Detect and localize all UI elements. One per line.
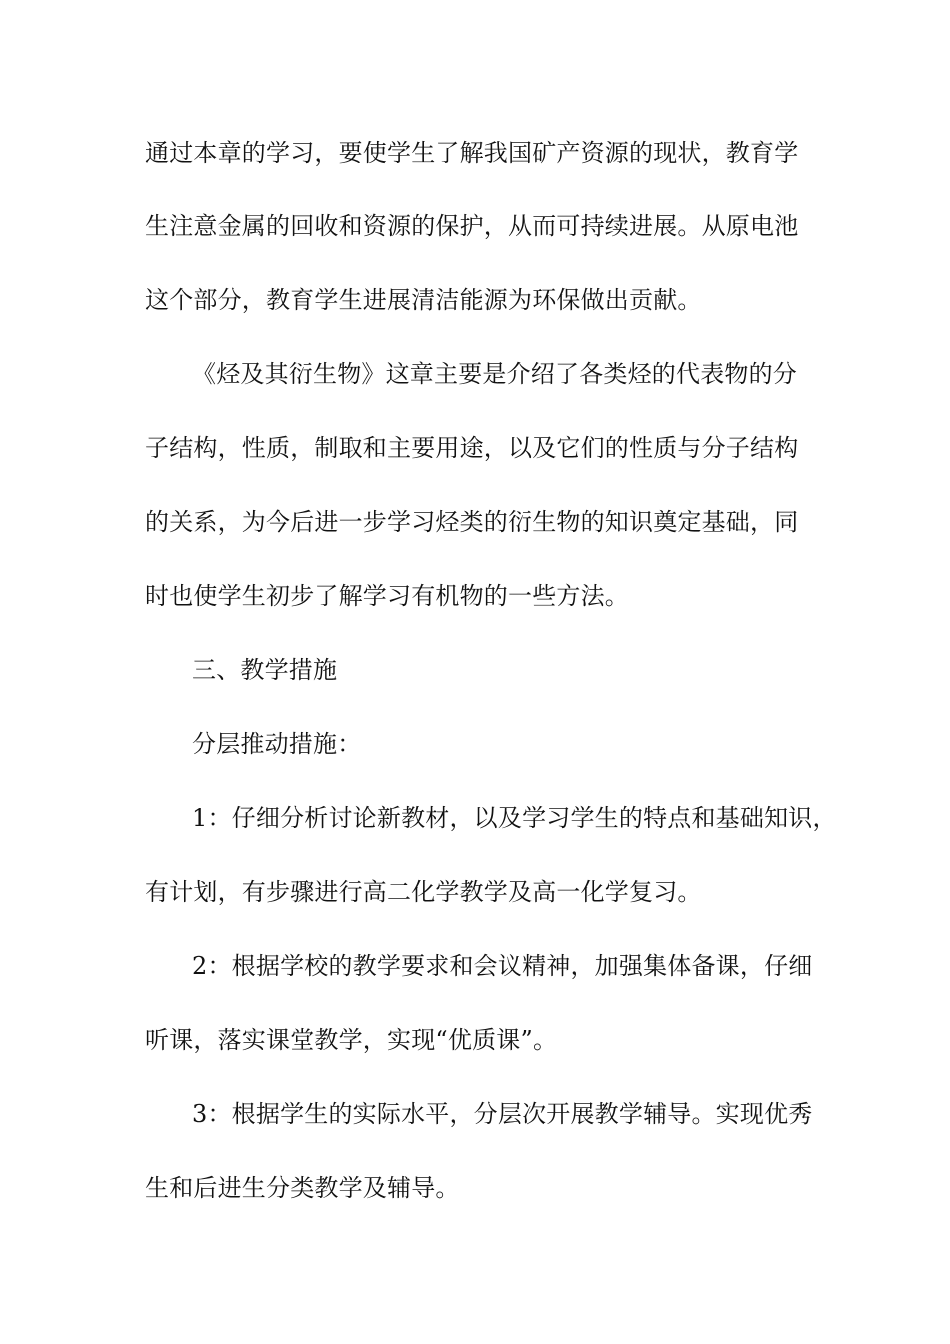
item-1-line-1: 1：仔细分析讨论新教材，以及学习学生的特点和基础知识， [192,804,837,832]
paragraph-2-line-1: 《烃及其衍生物》这章主要是介绍了各类烃的代表物的分 [192,360,797,388]
subheading: 分层推动措施： [192,730,362,758]
item-2-line-1: 2：根据学校的教学要求和会议精神，加强集体备课，仔细 [192,952,813,980]
item-1-line-2: 有计划，有步骤进行高二化学教学及高一化学复习。 [145,878,702,906]
paragraph-1-line-3: 这个部分，教育学生进展清洁能源为环保做出贡献。 [145,286,702,314]
paragraph-1-line-2: 生注意金属的回收和资源的保护，从而可持续进展。从原电池 [145,212,799,240]
paragraph-1-line-1: 通过本章的学习，要使学生了解我国矿产资源的现状，教育学 [145,139,799,167]
item-3-line-2: 生和后进生分类教学及辅导。 [145,1174,460,1202]
paragraph-2-line-2: 子结构，性质，制取和主要用途，以及它们的性质与分子结构 [145,434,799,462]
paragraph-2-line-3: 的关系，为今后进一步学习烃类的衍生物的知识奠定基础，同 [145,508,799,536]
item-2-line-2: 听课，落实课堂教学，实现“优质课”。 [145,1026,558,1054]
section-heading: 三、教学措施 [192,656,338,684]
paragraph-2-line-4: 时也使学生初步了解学习有机物的一些方法。 [145,582,629,610]
item-3-line-1: 3：根据学生的实际水平，分层次开展教学辅导。实现优秀 [192,1100,813,1128]
